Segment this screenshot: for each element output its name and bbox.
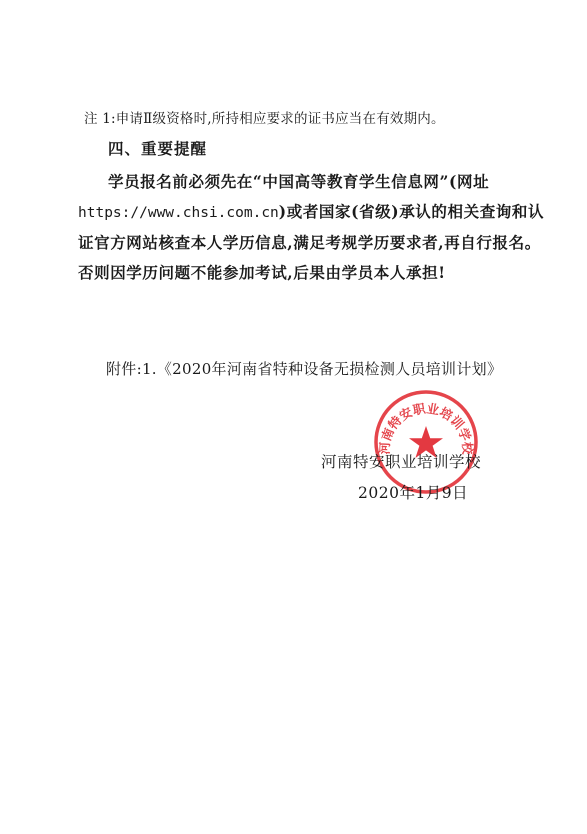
section-heading: 四、重要提醒 <box>108 139 208 158</box>
website-url: https://www.chsi.com.cn <box>78 205 279 221</box>
official-seal <box>372 388 480 496</box>
reminder-line-3: 证官方网站核查本人学历信息,满足考规学历要求者,再自行报名。 <box>78 233 541 252</box>
signing-date: 2020年1月9日 <box>358 484 469 502</box>
reminder-line-1: 学员报名前必须先在“中国高等教育学生信息网”(网址 <box>108 172 490 191</box>
reminder-line-4: 否则因学历问题不能参加考试,后果由学员本人承担! <box>78 263 446 282</box>
reminder-line-2-rest: )或者国家(省级)承认的相关查询和认 <box>278 202 545 221</box>
reminder-line-2 <box>78 197 545 228</box>
reminder-paragraph <box>78 167 545 288</box>
attachment-line: 附件:1.《2020年河南省特种设备无损检测人员培训计划》 <box>106 360 503 378</box>
signer-organization: 河南特安职业培训学校 <box>321 453 482 471</box>
seal-text: 河南特安职业培训学校 <box>376 400 476 455</box>
note-text: 注 1:申请Ⅱ级资格时,所持相应要求的证书应当在有效期内。 <box>84 111 445 127</box>
